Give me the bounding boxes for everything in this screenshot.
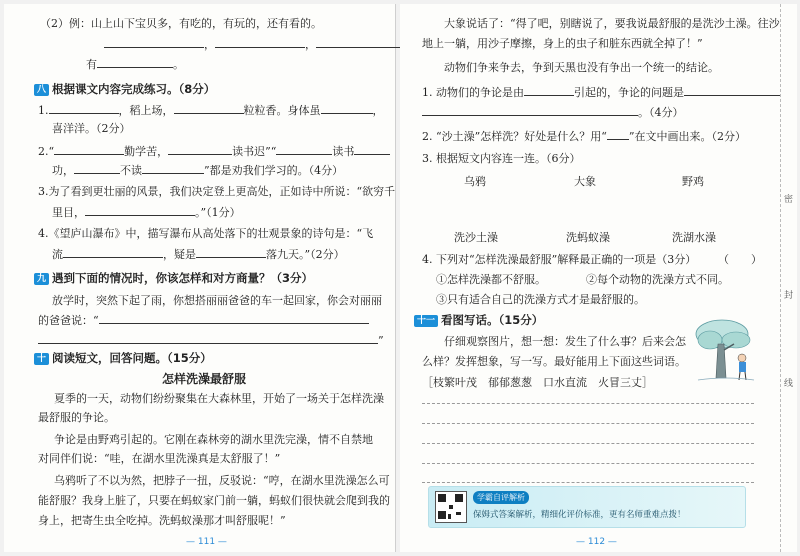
answer-blank[interactable] [168,143,232,155]
q2: 2.“ 勤学苦， 读书迟”“ 读书 [38,143,390,160]
promo-title: 学霸自评解析 [473,491,529,504]
match-bath[interactable]: 洗蚂蚁澡 [566,231,610,244]
q4: 4.《望庐山瀑布》中，描写瀑布从高处落下的壮观景象的诗句是：“飞 [38,227,374,240]
rq3: 3. 根据短文内容连一连。（6分） [422,152,581,165]
writing-prompt: 么样？发挥想象，写一写。最好能用上下面这些词语。 [422,355,686,368]
section-9-line2: ” [38,332,384,349]
q1-line2: 喜洋洋。（2分） [52,122,131,135]
section-9-text: 放学时，突然下起了雨，你想搭丽丽爸爸的车一起回家，你会对丽丽 [52,294,382,307]
match-animal[interactable]: 野鸡 [682,175,704,188]
margin-mark: 密 [784,195,794,205]
page-number: — 111 — [186,537,227,547]
match-animal[interactable]: 大象 [574,175,596,188]
section-9-heading: 九 遇到下面的情况时，你该怎样和对方商量？（3分） [34,270,313,286]
match-bath[interactable]: 洗湖水澡 [672,231,716,244]
story-paragraph: 争论是由野鸡引起的。它刚在森林旁的湖水里洗完澡，情不自禁地 [54,433,373,446]
story-paragraph: 动物们争来争去，争到天黑也没有争出一个统一的结论。 [444,61,719,74]
story-paragraph: 大象说话了：“得了吧，别瞎说了，要我说最舒服的是洗沙土澡。往沙 [444,17,780,30]
answer-blank[interactable] [684,84,788,96]
answer-blank[interactable] [422,104,638,116]
margin-mark: 线 [784,379,794,389]
right-page [400,4,780,552]
option-1: ①怎样洗澡都不舒服。 [436,273,546,286]
story-paragraph: 能舒服？我身上脏了，只要在蚂蚁家门前一躺，蚂蚁们很快就会爬到我的 [38,494,390,507]
answer-blank[interactable] [74,162,120,174]
word-bank: ［枝繁叶茂 郁郁葱葱 口水直流 火冒三丈］ [422,376,653,389]
writing-line[interactable] [422,482,754,483]
answer-blank[interactable] [316,36,406,48]
writing-prompt: 仔细观察图片，想一想：发生了什么事？后来会怎 [444,335,686,348]
answer-blank[interactable] [104,36,204,48]
answer-blank[interactable] [142,162,204,174]
option-3: ③只有适合自己的洗澡方式才是最舒服的。 [436,293,645,306]
section-8-heading: 八 根据课文内容完成练习。（8分） [34,81,215,97]
page-number: — 112 — [576,537,617,547]
answer-blank[interactable] [38,332,378,344]
writing-line[interactable] [422,423,754,424]
answer-blank[interactable] [196,246,266,258]
answer-blank[interactable] [276,143,332,155]
match-animal[interactable]: 乌鸦 [464,175,486,188]
story-title: 怎样洗澡最舒服 [162,372,247,386]
answer-blank[interactable] [607,128,629,140]
tree-illustration-icon [694,318,758,384]
margin-mark: 封 [784,291,794,301]
writing-line[interactable] [422,403,754,404]
q3-line2: 里目， 。”（1分） [52,206,241,219]
rq4: 4. 下列对“怎样洗澡最舒服”解释最正确的一项是（3分） [422,253,697,266]
answer-blank[interactable] [54,143,124,155]
answer-blank[interactable] [85,204,195,216]
section-10-heading: 十 阅读短文，回答问题。（15分） [34,350,212,366]
rq2: 2. “沙土澡”怎样洗？好处是什么？用“ ”在文中画出来。（2分） [422,130,746,143]
promo-text: 保姆式答案解析，精细化评价标准，更有名师重难点拨！ [473,510,686,520]
section-11-heading: 十一 看图写话。（15分） [414,312,543,328]
section-9-line: 的爸爸说：“ [38,312,369,329]
rq1-line2: 。（4分） [422,104,684,121]
answer-blank[interactable] [524,84,574,96]
q2-example: （2）例：山上山下宝贝多，有吃的，有玩的，还有看的。 [40,17,322,30]
answer-blank[interactable] [97,56,173,68]
qr-code-icon[interactable] [435,491,467,523]
story-paragraph: 乌鸦听了不以为然，把脖子一扭，反驳说：“哼，在湖水里洗澡怎么可 [54,474,390,487]
answer-blank[interactable] [63,246,163,258]
q2-blank-line: ， ， [104,36,428,53]
q1: 1. ，稻上场， 粒粒香。身体虽 ， [38,104,384,117]
q2-blank-line2: 有 。 [86,58,184,71]
story-paragraph: 对同伴们说：“哇，在湖水里洗澡真是太舒服了！” [38,452,281,465]
answer-blank[interactable] [99,312,369,324]
writing-line[interactable] [422,443,754,444]
option-2: ②每个动物的洗澡方式不同。 [586,273,729,286]
q3: 3.为了看到更壮丽的风景，我们决定登上更高处，正如诗中所说：“欲穷千 [38,185,396,198]
story-paragraph: 最舒服的争论。 [38,411,115,424]
binding-margin [780,4,797,552]
answer-blank[interactable] [354,143,390,155]
answer-blank[interactable] [321,102,373,114]
q4-line2: 流 ，疑是 落九天。”（2分） [52,248,345,261]
rq1: 1. 动物们的争论是由 引起的，争论的问题是 [422,84,788,101]
story-paragraph: 夏季的一天，动物们纷纷聚集在大森林里，开始了一场关于怎样洗澡 [54,392,384,405]
answer-blank[interactable] [174,102,244,114]
match-bath[interactable]: 洗沙土澡 [454,231,498,244]
promo-banner [428,486,746,528]
answer-blank[interactable] [215,36,305,48]
story-paragraph: 身上，把寄生虫全吃掉。洗蚂蚁澡那才叫舒服呢！” [38,514,286,527]
story-paragraph: 地上一躺，用沙子摩擦，身上的虫子和脏东西就全掉了！” [422,37,703,50]
answer-paren[interactable]: （ ） [718,253,762,266]
left-page [4,4,396,552]
answer-blank[interactable] [49,102,119,114]
writing-line[interactable] [422,463,754,464]
q2-line2: 功， 不读 ”都是劝我们学习的。（4分） [52,164,344,177]
